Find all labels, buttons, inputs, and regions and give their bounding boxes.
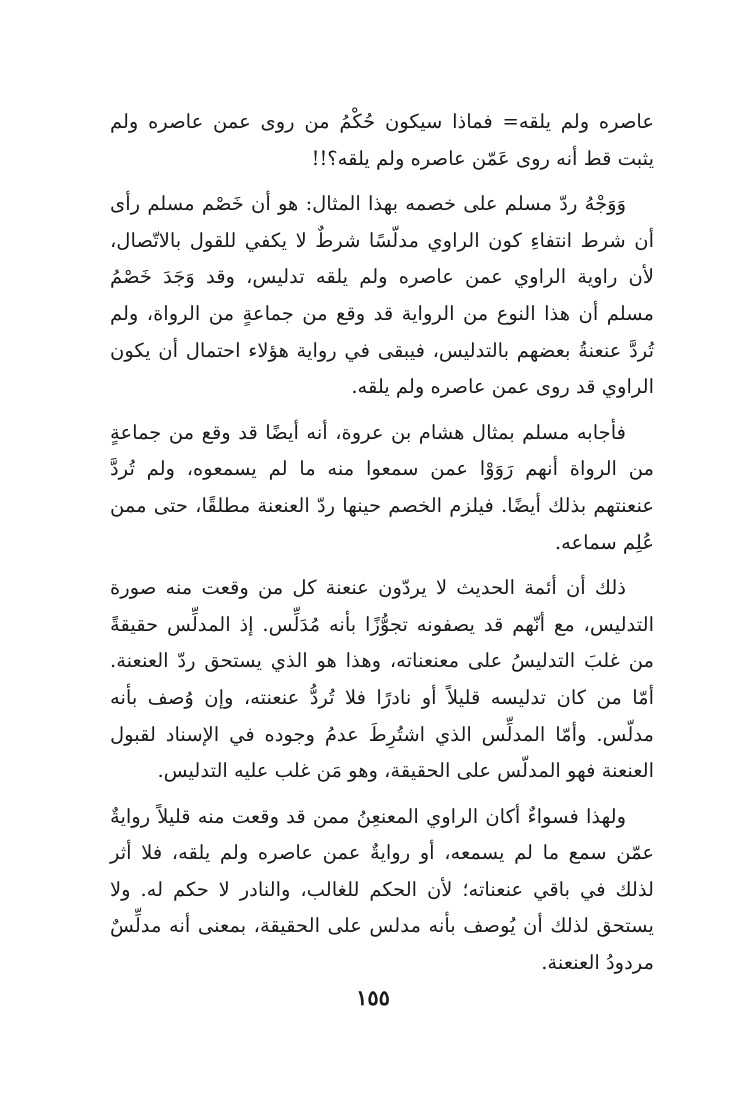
paragraph-4: ذلك أن أئمة الحديث لا يردّون عنعنة كل من وقعت منه صورة التدليس، مع أنّهم قد يصفونه تجوُّزًا بأنه مُدَلِّس. إذ المدلِّس حقيقةً من غلبَ التدليسُ على معنعناته، وهذا هو الذي يستحق ردّ العنعنة. أمّا من كان تدليسه قليلاً أو نادرًا فلا تُردُّ عنعنته، وإن وُصف بأنه مدلّس. وأمّا المدلِّس الذي اشتُرِطَ عدمُ وجوده في الإسناد لقبول العنعنة فهو المدلّس على الحقيقة، وهو مَن غلب عليه التدليس. [110,576,654,783]
main-text [110,104,654,991]
paragraph-3: فأجابه مسلم بمثال هشام بن عروة، أنه أيضًا قد وقع من جماعةٍ من الرواة أنهم رَوَوْا عمن سمعوا منه ما لم يسمعوه، ولم تُردَّ عنعنتهم بذلك أيضًا. فيلزم الخصم حينها ردّ العنعنة مطلقًا، حتى ممن عُلِم سماعه. [110,420,654,554]
paragraph-1: عاصره ولم يلقه= فماذا سيكون حُكْمُ من روى عمن عاصره ولم يثبت قط أنه روى عَمّن عاصره ولم يلقه؟!! [110,110,654,170]
paragraph-2: وَوَجْهُ ردّ مسلم على خصمه بهذا المثال: هو أن خَصْم مسلم رأى أن شرط انتفاءِ كون الراوي مدلّسًا شرطٌ لا يكفي للقول بالاتّصال، لأن راوية الراوي عمن عاصره ولم يلقه تدليس، وقد وَجَدَ خَصْمُ مسلم أن هذا النوع من الرواية قد وقع من جماعةٍ من الرواة، ولم تُردَّ عنعنةُ بعضهم بالتدليس، فيبقى في رواية هؤلاء احتمال أن يكون الراوي قد روى عمن عاصره ولم يلقه. [110,192,654,399]
paragraph-5: ولهذا فسواءٌ أكان الراوي المعنعِنُ ممن قد وقعت منه قليلاً روايةٌ عمّن سمع ما لم يسمعه، أو روايةٌ عمن عاصره ولم يلقه، فلا أثر لذلك في باقي عنعناته؛ لأن الحكم للغالب، والنادر لا حكم له. ولا يستحق لذلك أن يُوصف بأنه مدلس على الحقيقة، بمعنى أنه مدلِّسٌ مردودُ العنعنة. [110,804,654,975]
page-number: ١٥٥ [356,985,390,1010]
